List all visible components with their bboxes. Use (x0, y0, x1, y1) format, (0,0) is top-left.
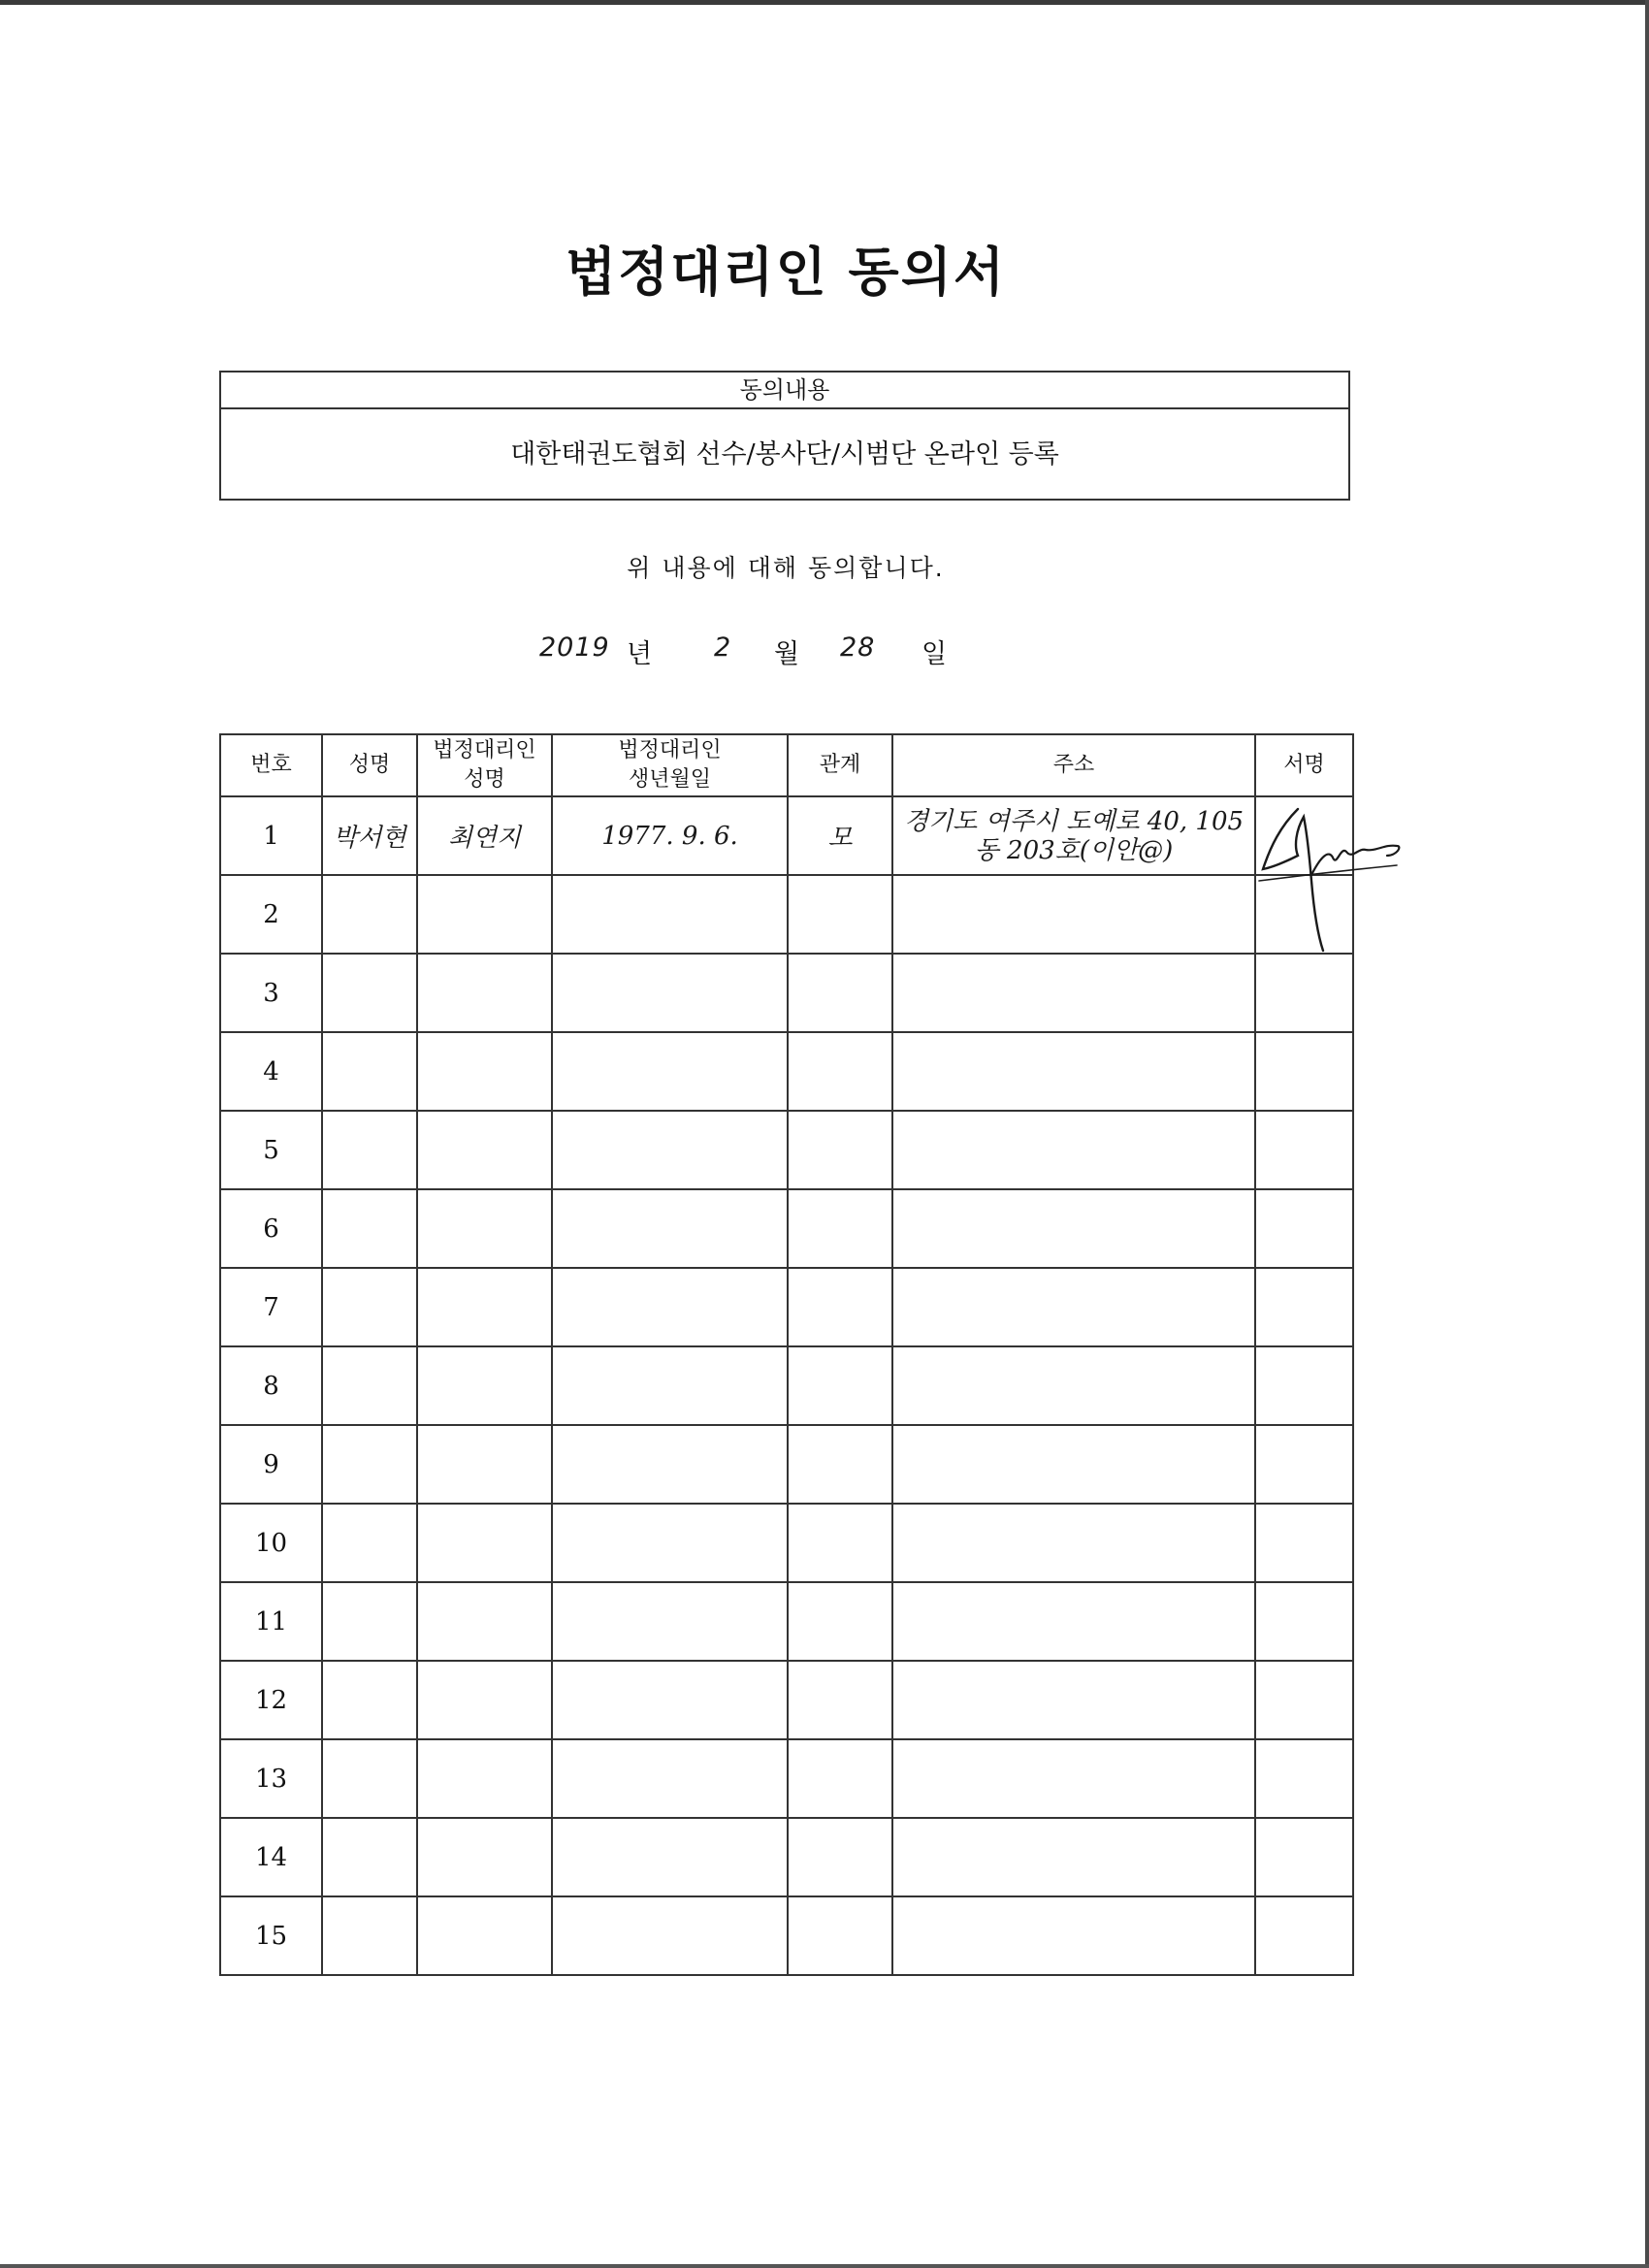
cell-guardian-birth (552, 875, 788, 954)
table-header-row (220, 734, 1353, 796)
cell-relation (788, 1661, 892, 1739)
cell-address (892, 1032, 1255, 1111)
cell-address (892, 1739, 1255, 1818)
cell-name (322, 1582, 417, 1661)
cell-number: 2 (220, 875, 322, 954)
cell-guardian-name (417, 1425, 552, 1504)
table-row (220, 1739, 1353, 1818)
cell-relation (788, 1896, 892, 1975)
cell-address (892, 1425, 1255, 1504)
header-address: 주소 (892, 734, 1255, 796)
cell-name (322, 1032, 417, 1111)
cell-signature (1255, 1425, 1353, 1504)
cell-relation (788, 1111, 892, 1189)
cell-guardian-birth (552, 1896, 788, 1975)
cell-address (892, 1582, 1255, 1661)
cell-name (322, 1661, 417, 1739)
cell-name (322, 1896, 417, 1975)
cell-guardian-name (417, 954, 552, 1032)
cell-address (892, 1661, 1255, 1739)
cell-guardian-name (417, 1111, 552, 1189)
cell-guardian-birth (552, 1111, 788, 1189)
cell-signature (1255, 1504, 1353, 1582)
date-year-label: 년 (627, 639, 653, 669)
header-name: 성명 (322, 734, 417, 796)
cell-number: 5 (220, 1111, 322, 1189)
cell-guardian-name (417, 1268, 552, 1346)
cell-signature (1255, 1189, 1353, 1268)
table-row (220, 1189, 1353, 1268)
table-row (220, 1896, 1353, 1975)
cell-guardian-birth (552, 1032, 788, 1111)
cell-name (322, 1818, 417, 1896)
cell-relation (788, 1739, 892, 1818)
header-guardian-birth: 법정대리인 생년월일 (552, 734, 788, 796)
document-title: 법정대리인 동의서 (565, 241, 1007, 303)
table-row (220, 1818, 1353, 1896)
cell-guardian-birth (552, 1425, 788, 1504)
table-row (220, 1032, 1353, 1111)
cell-name (322, 1189, 417, 1268)
date-line (0, 632, 1649, 681)
cell-signature (1255, 1032, 1353, 1111)
agreement-text: 위 내용에 대해 동의합니다. (627, 554, 945, 582)
cell-name (322, 1111, 417, 1189)
cell-guardian-birth (552, 954, 788, 1032)
cell-name (322, 875, 417, 954)
date-month-value: 2 (714, 632, 732, 663)
table-row (220, 1661, 1353, 1739)
table-row (220, 1582, 1353, 1661)
table-row (220, 1268, 1353, 1346)
cell-number: 12 (220, 1661, 322, 1739)
cell-signature (1255, 1896, 1353, 1975)
cell-signature (1255, 1661, 1353, 1739)
cell-guardian-name (417, 1032, 552, 1111)
cell-relation (788, 875, 892, 954)
cell-guardian-birth (552, 1189, 788, 1268)
header-signature: 서명 (1255, 734, 1353, 796)
table-row (220, 1111, 1353, 1189)
cell-guardian-name (417, 875, 552, 954)
header-guardian-name: 법정대리인 성명 (417, 734, 552, 796)
handwritten-signature (1251, 788, 1426, 962)
cell-number: 15 (220, 1896, 322, 1975)
date-year-value: 2019 (539, 632, 610, 663)
cell-address: 경기도 여주시 도예로 40, 105동 203호(이안@) (892, 796, 1255, 875)
cell-name (322, 1346, 417, 1425)
header-number: 번호 (220, 734, 322, 796)
cell-name (322, 1739, 417, 1818)
cell-number: 7 (220, 1268, 322, 1346)
cell-signature (1255, 1582, 1353, 1661)
scan-edge-bottom (0, 2264, 1649, 2268)
table-row (220, 1504, 1353, 1582)
cell-address (892, 1896, 1255, 1975)
cell-address (892, 954, 1255, 1032)
table-row (220, 1346, 1353, 1425)
cell-relation: 모 (788, 796, 892, 875)
cell-address (892, 1346, 1255, 1425)
cell-guardian-birth (552, 1504, 788, 1582)
cell-number: 13 (220, 1739, 322, 1818)
cell-signature (1255, 1111, 1353, 1189)
cell-name (322, 954, 417, 1032)
cell-address (892, 1504, 1255, 1582)
cell-number: 9 (220, 1425, 322, 1504)
cell-guardian-name (417, 1189, 552, 1268)
cell-guardian-name: 최연지 (417, 796, 552, 875)
cell-address (892, 1111, 1255, 1189)
cell-relation (788, 1818, 892, 1896)
cell-address (892, 1189, 1255, 1268)
table-row (220, 875, 1353, 954)
consent-content: 대한태권도협회 선수/봉사단/시범단 온라인 등록 (510, 439, 1059, 470)
date-day-value: 28 (840, 632, 876, 663)
cell-relation (788, 1032, 892, 1111)
cell-guardian-name (417, 1346, 552, 1425)
cell-guardian-birth (552, 1268, 788, 1346)
cell-name (322, 1504, 417, 1582)
cell-relation (788, 1268, 892, 1346)
cell-guardian-name (417, 1582, 552, 1661)
date-day-label: 일 (922, 639, 948, 669)
cell-address (892, 1818, 1255, 1896)
cell-address (892, 1268, 1255, 1346)
cell-name (322, 1425, 417, 1504)
cell-relation (788, 1425, 892, 1504)
cell-relation (788, 1346, 892, 1425)
table-body (220, 796, 1353, 1975)
cell-signature (1255, 1268, 1353, 1346)
cell-relation (788, 954, 892, 1032)
cell-number: 6 (220, 1189, 322, 1268)
cell-name (322, 1268, 417, 1346)
cell-guardian-name (417, 1504, 552, 1582)
cell-number: 4 (220, 1032, 322, 1111)
consent-header: 동의내용 (221, 373, 1348, 409)
header-relation: 관계 (788, 734, 892, 796)
cell-signature (1255, 1346, 1353, 1425)
table-row (220, 1425, 1353, 1504)
cell-signature (1255, 1739, 1353, 1818)
guardian-registry-table (219, 733, 1354, 1976)
cell-number: 1 (220, 796, 322, 875)
cell-signature (1255, 1818, 1353, 1896)
cell-guardian-name (417, 1818, 552, 1896)
cell-name: 박서현 (322, 796, 417, 875)
cell-guardian-birth: 1977. 9. 6. (552, 796, 788, 875)
cell-relation (788, 1504, 892, 1582)
consent-box (219, 371, 1350, 501)
cell-number: 11 (220, 1582, 322, 1661)
table-row (220, 796, 1353, 875)
cell-guardian-birth (552, 1346, 788, 1425)
table-row (220, 954, 1353, 1032)
cell-relation (788, 1582, 892, 1661)
cell-guardian-name (417, 1739, 552, 1818)
cell-guardian-birth (552, 1818, 788, 1896)
cell-number: 3 (220, 954, 322, 1032)
cell-relation (788, 1189, 892, 1268)
cell-guardian-name (417, 1661, 552, 1739)
scan-edge-top (0, 0, 1649, 5)
scan-edge-right (1645, 0, 1649, 2268)
cell-number: 10 (220, 1504, 322, 1582)
cell-guardian-birth (552, 1739, 788, 1818)
cell-number: 8 (220, 1346, 322, 1425)
cell-guardian-birth (552, 1661, 788, 1739)
cell-number: 14 (220, 1818, 322, 1896)
cell-guardian-birth (552, 1582, 788, 1661)
date-month-label: 월 (774, 639, 800, 669)
cell-signature (1255, 954, 1353, 1032)
cell-guardian-name (417, 1896, 552, 1975)
cell-address (892, 875, 1255, 954)
